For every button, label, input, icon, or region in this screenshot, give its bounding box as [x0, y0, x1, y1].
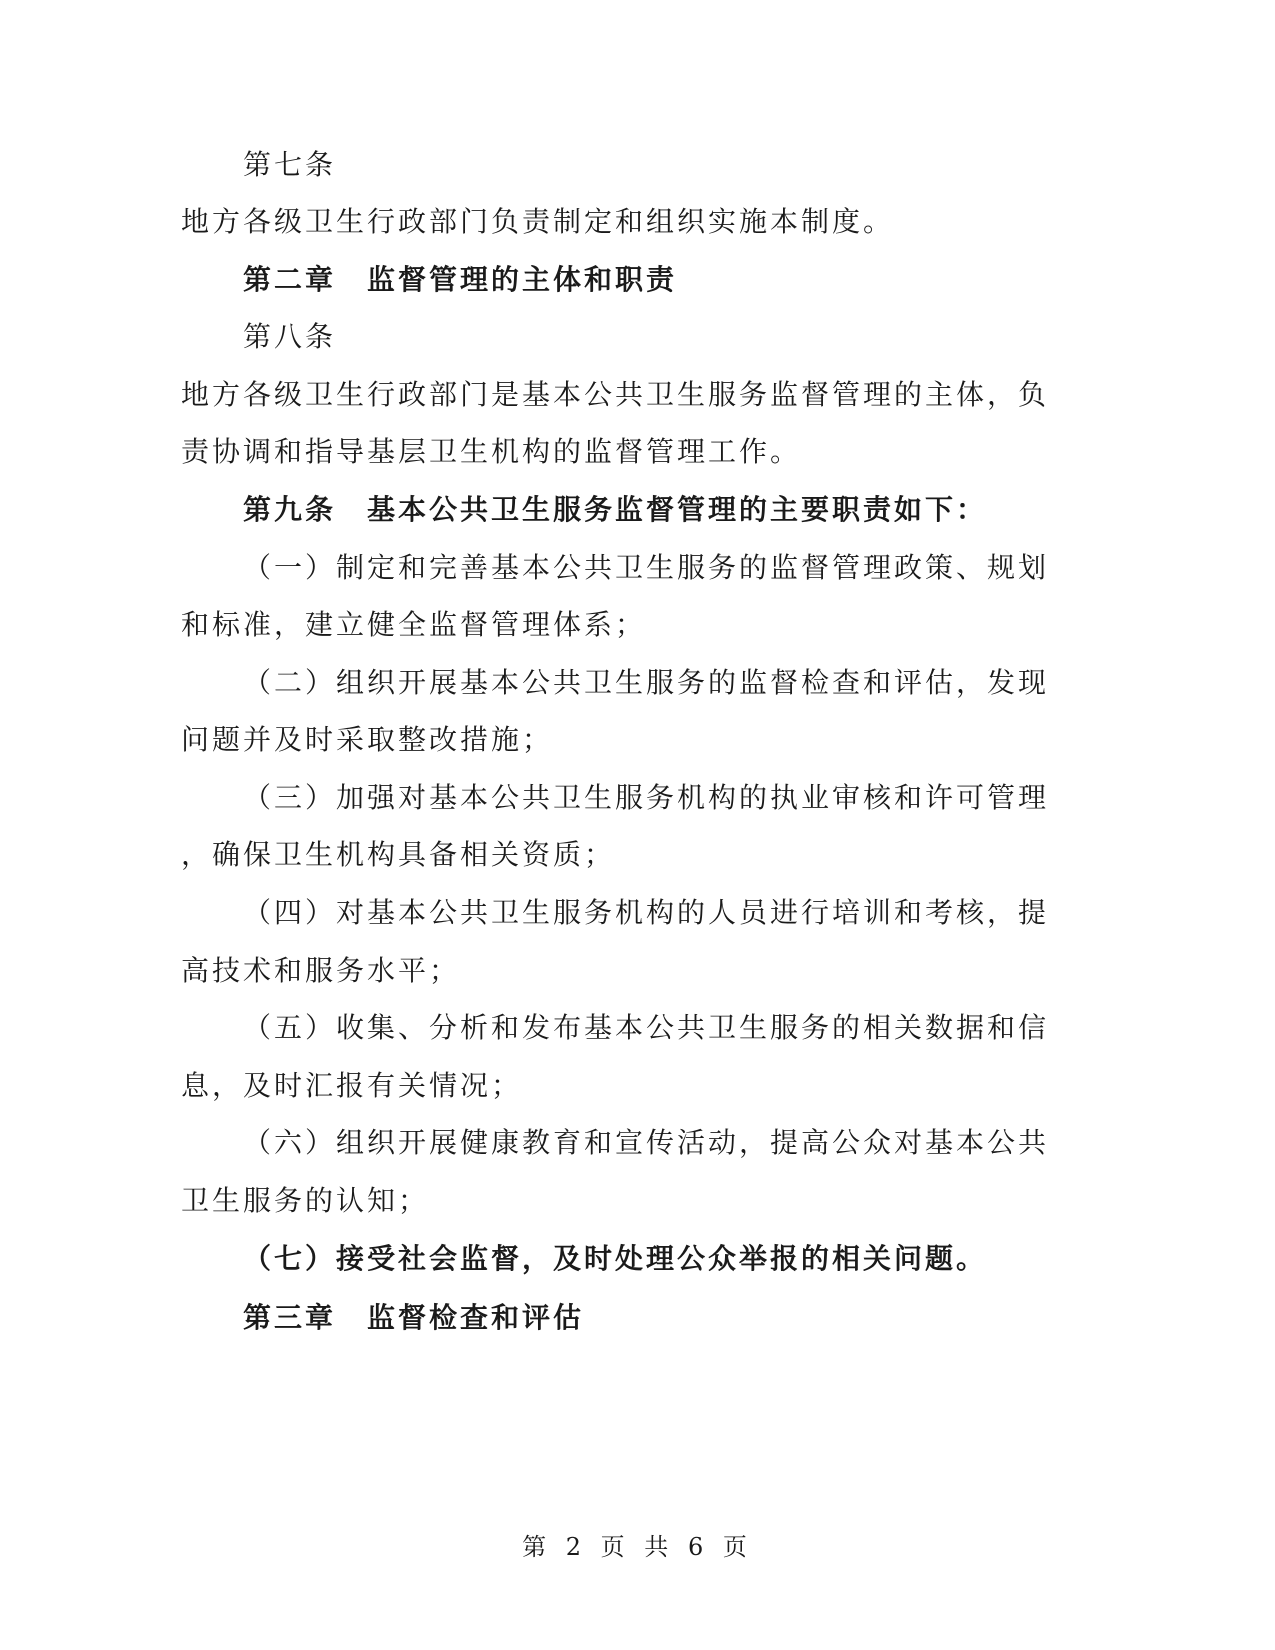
duty-6-line-2: 卫生服务的认知；: [181, 1184, 430, 1217]
article-8-text-line-2: 责协调和指导基层卫生机构的监督管理工作。: [181, 435, 802, 468]
article-9-heading: 第九条 基本公共卫生服务监督管理的主要职责如下：: [243, 493, 988, 526]
duty-2-line-2: 问题并及时采取整改措施；: [181, 723, 554, 756]
article-8-heading: 第八条: [243, 320, 337, 353]
duty-3-line-1: （三）加强对基本公共卫生服务机构的执业审核和许可管理: [243, 781, 1050, 814]
article-8-text-line-1: 地方各级卫生行政部门是基本公共卫生服务监督管理的主体，负: [181, 378, 1050, 411]
duty-2-line-1: （二）组织开展基本公共卫生服务的监督检查和评估，发现: [243, 666, 1050, 699]
duty-7-line: （七）接受社会监督，及时处理公众举报的相关问题。: [243, 1242, 988, 1275]
duty-5-line-1: （五）收集、分析和发布基本公共卫生服务的相关数据和信: [243, 1011, 1050, 1044]
duty-1-line-2: 和标准，建立健全监督管理体系；: [181, 608, 647, 641]
duty-3-line-2: ，确保卫生机构具备相关资质；: [181, 838, 616, 871]
article-7-heading: 第七条: [243, 148, 337, 181]
duty-5-line-2: 息，及时汇报有关情况；: [181, 1069, 523, 1102]
chapter-2-heading: 第二章 监督管理的主体和职责: [243, 263, 678, 296]
page-number-footer: 第 2 页 共 6 页: [522, 1533, 753, 1561]
duty-4-line-1: （四）对基本公共卫生服务机构的人员进行培训和考核，提: [243, 896, 1050, 929]
article-7-text: 地方各级卫生行政部门负责制定和组织实施本制度。: [181, 205, 895, 238]
duty-4-line-2: 高技术和服务水平；: [181, 954, 461, 987]
duty-1-line-1: （一）制定和完善基本公共卫生服务的监督管理政策、规划: [243, 551, 1050, 584]
duty-6-line-1: （六）组织开展健康教育和宣传活动，提高公众对基本公共: [243, 1126, 1050, 1159]
chapter-3-heading: 第三章 监督检查和评估: [243, 1301, 585, 1334]
